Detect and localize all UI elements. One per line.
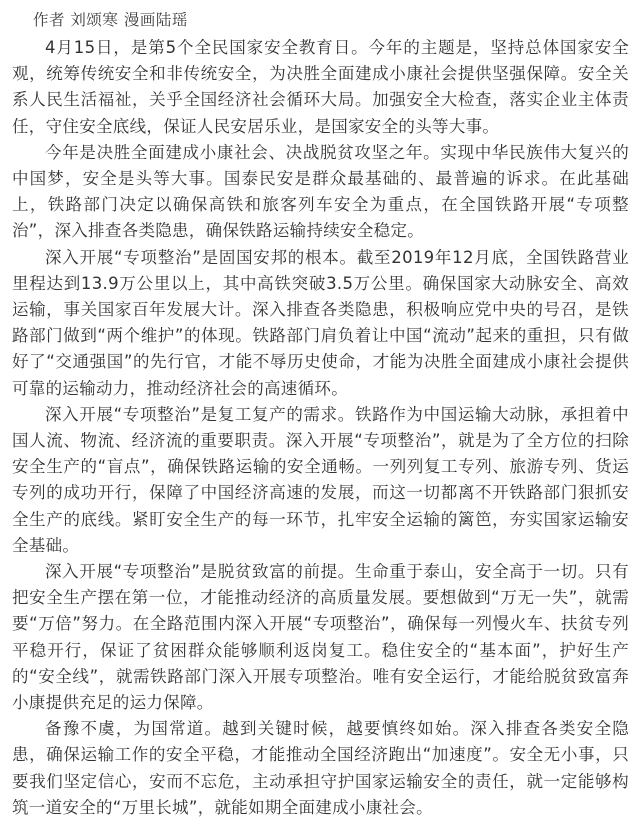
paragraph-5: 深入开展“专项整治”是脱贫致富的前提。生命重于泰山，安全高于一切。只有把安全生产摆在第一位，才能推动经济的高质量发展。要想做到“万无一失”，就需要“万倍”努力。在全路范围内深入开展“专项整治”，确保每一列慢火车、扶贫专列平稳开行，保证了贫困群众能够顺利返岗复工。稳住安全的“基本面”，护好生产的“安全线”，就需铁路部门深入开展专项整治。唯有安全运行，才能给脱贫致富奔小康提供充足的运力保障。 bbox=[12, 562, 629, 713]
author-byline: 作者 刘颂寒 漫画陆瑶 bbox=[33, 11, 188, 29]
paragraph-4: 深入开展“专项整治”是复工复产的需求。铁路作为中国运输大动脉，承担着中国人流、物流、经济流的重要职责。深入开展“专项整治”，就是为了全方位的扫除安全生产的“盲点”，确保铁路运输的安全通畅。一列列复工专列、旅游专列、货运专列的成功开行，保障了中国经济高速的发展，而这一切都离不开铁路部门狠抓安全生产的底线。紧盯安全生产的每一环节，扎牢安全运输的篱笆，夯实国家运输安全基础。 bbox=[12, 404, 629, 555]
paragraph-3: 深入开展“专项整治”是固国安邦的根本。截至2019年12月底，全国铁路营业里程达到13.9万公里以上，其中高铁突破3.5万公里。确保国家大动脉安全、高效运输，事关国家百年发展大计。深入排查各类隐患，积极响应党中央的号召，是铁路部门做到“两个维护”的体现。铁路部门肩负着让中国“流动”起来的重担，只有做好了“交通强国”的先行官，才能不辱历史使命，才能为决胜全面建成小康社会提供可靠的运输动力，推动经济社会的高速循环。 bbox=[12, 247, 629, 398]
paragraph-2: 今年是决胜全面建成小康社会、决战脱贫攻坚之年。实现中华民族伟大复兴的中国梦，安全是头等大事。国泰民安是群众最基础的、最普遍的诉求。在此基础上，铁路部门决定以确保高铁和旅客列车安全为重点，在全国铁路开展“专项整治”，深入排查各类隐患，确保铁路运输持续安全稳定。 bbox=[12, 142, 629, 241]
article-body bbox=[12, 35, 629, 821]
paragraph-1: 4月15日，是第5个全民国家安全教育日。今年的主题是，坚持总体国家安全观，统筹传统安全和非传统安全，为决胜全面建成小康社会提供坚强保障。安全关系人民生活福祉，关乎全国经济社会循环大局。加强安全大检查，落实企业主体责任，守住安全底线，保证人民安居乐业，是国家安全的头等大事。 bbox=[12, 38, 629, 136]
paragraph-6: 备豫不虞，为国常道。越到关键时候，越要慎终如始。深入排查各类安全隐患，确保运输工作的安全平稳，才能推动全国经济跑出“加速度”。安全无小事，只要我们坚定信心，安而不忘危，主动承担守护国家运输安全的责任，就一定能够构筑一道安全的“万里长城”，就能如期全面建成小康社会。 bbox=[12, 719, 629, 817]
